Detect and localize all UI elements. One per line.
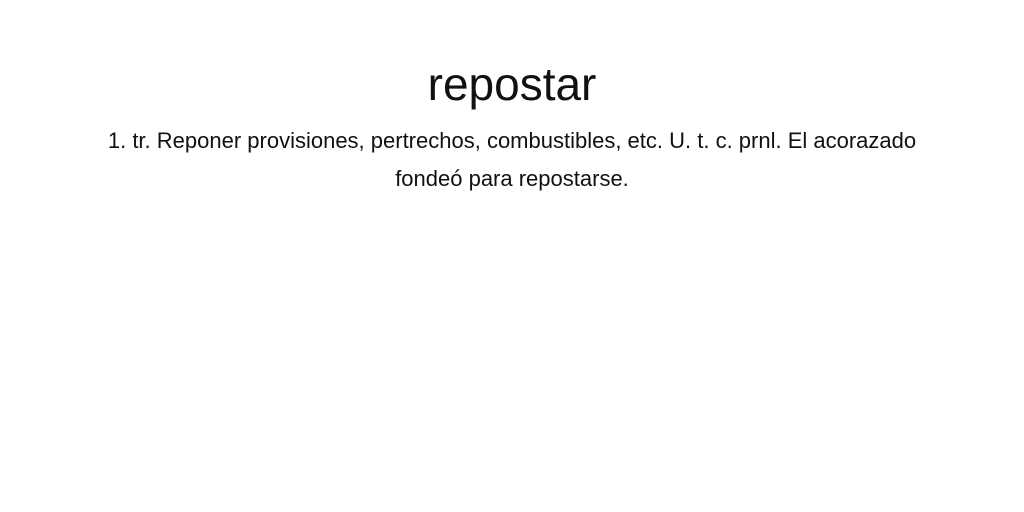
entry-headword: repostar bbox=[427, 58, 597, 110]
entry-definition: 1. tr. Reponer provisiones, pertrechos, combustibles, etc. U. t. c. prnl. El acorazado fondeó para repostarse. bbox=[107, 128, 917, 191]
